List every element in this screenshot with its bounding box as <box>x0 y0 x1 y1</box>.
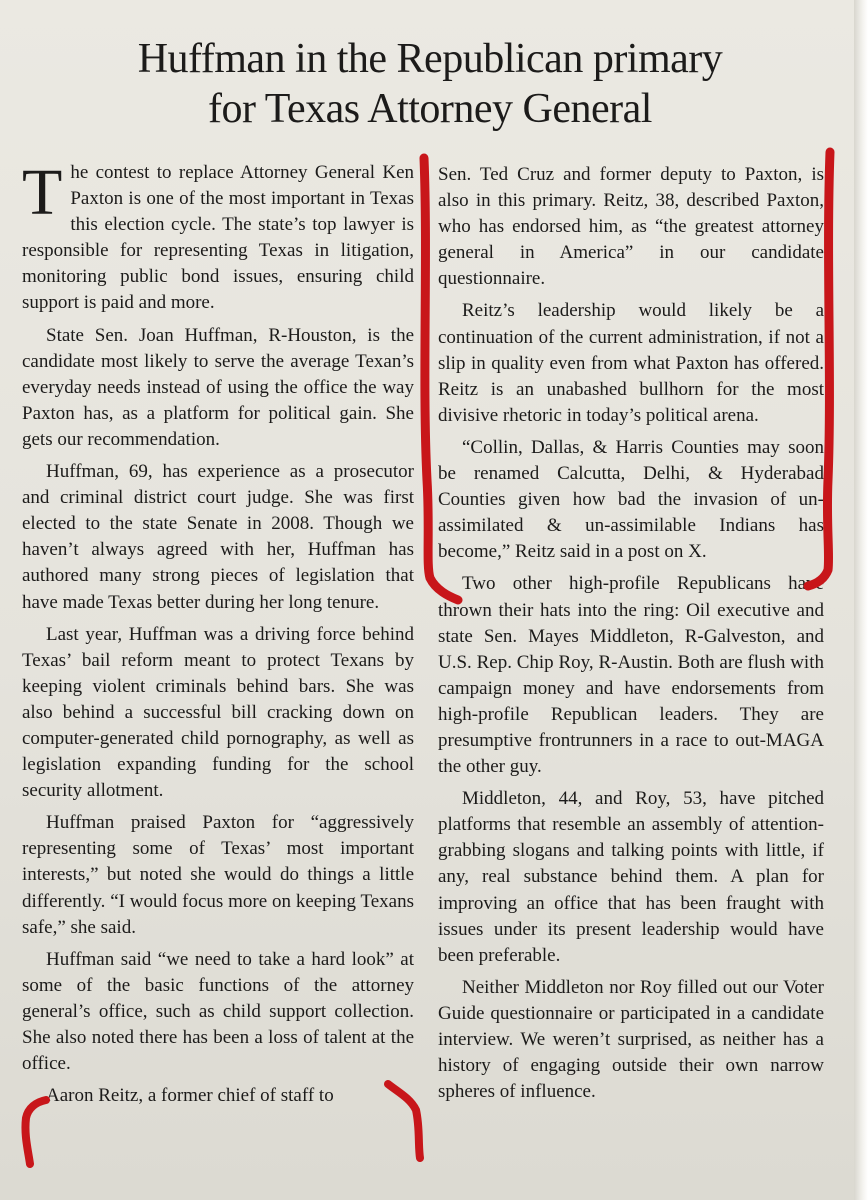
paragraph: Sen. Ted Cruz and former deputy to Paxton, is also in this primary. Reitz, 38, described Paxton, who has endorsed him, as “the greatest attorney general in America” in our candidate questionnaire. <box>438 164 824 290</box>
right-column <box>438 162 824 1111</box>
paragraph: “Collin, Dallas, & Harris Counties may soon be renamed Calcutta, Delhi, & Hyderabad Counties given how bad the invasion of un-assimilated & un-assimilable Indians has become,” Reitz said in a post on X. <box>438 436 824 563</box>
page-edge <box>854 0 868 1200</box>
paragraph: Last year, Huffman was a driving force behind Texas’ bail reform meant to protect Texans by keeping violent criminals behind bars. She was also behind a successful bill cracking down on computer-generated child pornography, as well as legislation expanding funding for the school security allotment. <box>22 623 414 802</box>
headline-line-2: for Texas Attorney General <box>208 86 652 132</box>
headline-line-1: Huffman in the Republican primary <box>137 36 723 82</box>
paragraph: Reitz’s leadership would likely be a continuation of the current administration, if not a slip in quality even from what Paxton has offered. Reitz is an unabashed bullhorn for the most divisive rhetoric in today’s political arena. <box>438 300 824 426</box>
drop-cap: T <box>22 156 63 229</box>
headline <box>60 34 800 134</box>
paragraph: Huffman, 69, has experience as a prosecutor and criminal district court judge. She was first elected to the state Senate in 2008. Though we haven’t always agreed with her, Huffman has authored many strong pieces of legislation that have made Texas better during her long tenure. <box>22 461 414 613</box>
paragraph: Middleton, 44, and Roy, 53, have pitched platforms that resemble an assembly of attention-grabbing slogans and talking points with little, if any, real substance behind them. A plan for improving an office that has been fraught with issues under its present leadership would have been preferable. <box>438 788 824 966</box>
left-column <box>22 156 414 1115</box>
paragraph: Huffman praised Paxton for “aggressively representing some of Texas’ most important interests,” but noted she would do things a little differently. “I would focus more on keeping Texans safe,” she said. <box>22 812 414 938</box>
paragraph: Huffman said “we need to take a hard look” at some of the basic functions of the attorney general’s office, such as child support collection. She also noted there has been a loss of talent at the office. <box>22 948 414 1075</box>
paragraph: Two other high-profile Republicans have thrown their hats into the ring: Oil executive and state Sen. Mayes Middleton, R-Galveston, and U.S. Rep. Chip Roy, R-Austin. Both are flush with campaign money and have endorsements from high-profile Republican leaders. They are presumptive frontrunners in a race to out-MAGA the other guy. <box>438 573 824 778</box>
paragraph: Aaron Reitz, a former chief of staff to <box>46 1085 334 1107</box>
paragraph-text: he contest to replace Attorney General Ken Paxton is one of the most important in Texas this election cycle. The state’s top lawyer is responsible for representing Texas in litigation, monitoring public bond issues, ensuring child support is paid and more. <box>22 162 414 314</box>
paragraph: State Sen. Joan Huffman, R-Houston, is the candidate most likely to serve the average Texan’s everyday needs instead of using the office the way Paxton has, as a platform for political gain. She gets our recommendation. <box>22 324 414 450</box>
paragraph: Neither Middleton nor Roy filled out our Voter Guide questionnaire or participated in a candidate interview. We weren’t surprised, as neither has a history of engaging outside their own narrow spheres of influence. <box>438 976 824 1103</box>
paragraph <box>22 156 414 317</box>
